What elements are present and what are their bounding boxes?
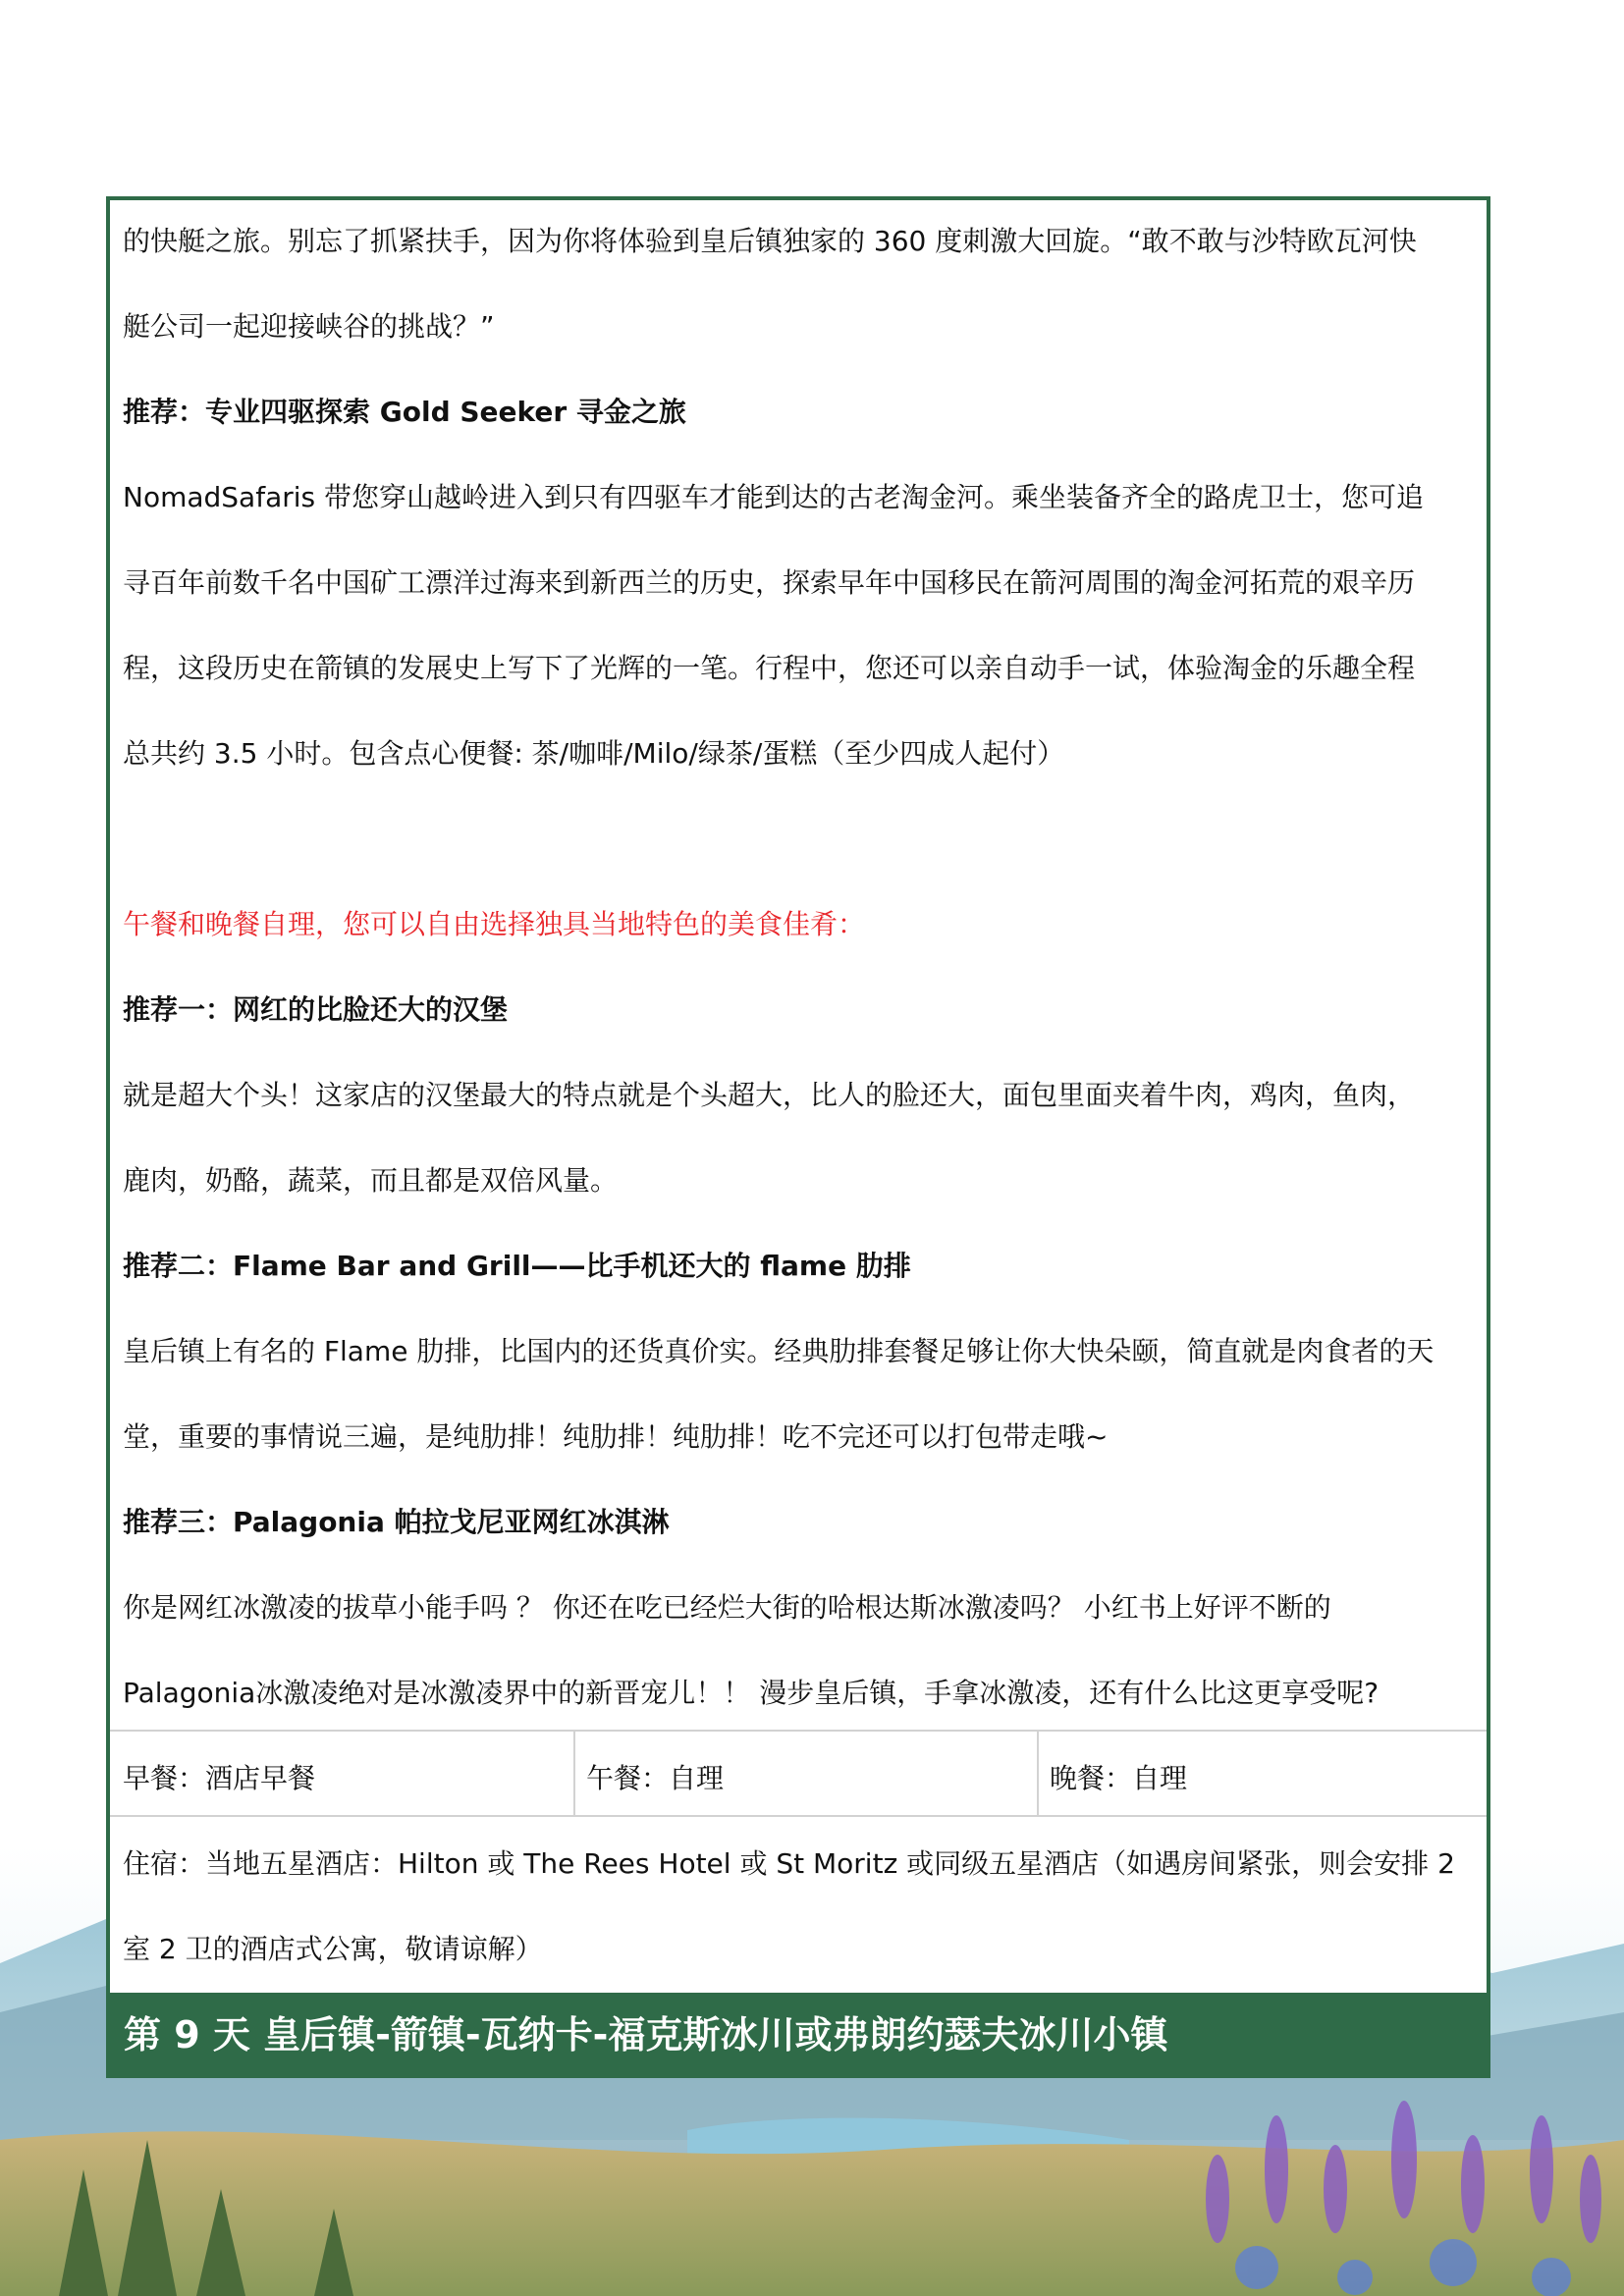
- table-divider-col-1: [573, 1730, 575, 1816]
- gold-seeker-line-3: 程，这段历史在箭镇的发展史上写下了光辉的一笔。行程中，您还可以亲自动手一试，体验淘金的乐趣全程: [123, 652, 1416, 684]
- gold-seeker-line-1: NomadSafaris 带您穿山越岭进入到只有四驱车才能到达的古老淘金河。乘坐装备齐全的路虎卫士，您可追: [123, 481, 1425, 513]
- table-divider-mid: [110, 1815, 1487, 1817]
- boat-paragraph-line-1: 的快艇之旅。别忘了抓紧扶手，因为你将体验到皇后镇独家的 360 度刺激大回旋。“敢不敢与沙特欧瓦河快: [123, 225, 1417, 257]
- recommendation-1-heading: 推荐一：网红的比脸还大的汉堡: [123, 993, 509, 1026]
- boat-paragraph-line-2: 艇公司一起迎接峡谷的挑战？”: [123, 310, 495, 343]
- gold-seeker-line-4: 总共约 3.5 小时。包含点心便餐: 茶/咖啡/Milo/绿茶/蛋糕（至少四成人起付）: [123, 737, 1065, 770]
- recommendation-3-heading: 推荐三：Palagonia 帕拉戈尼亚网红冰淇淋: [123, 1506, 670, 1538]
- day-9-header: [106, 1993, 1490, 2078]
- recommendation-2-heading: 推荐二：Flame Bar and Grill——比手机还大的 flame 肋排: [123, 1250, 911, 1282]
- recommendation-1-line-2: 鹿肉，奶酪，蔬菜，而且都是双倍风量。: [123, 1164, 619, 1197]
- meal-lunch: 午餐：自理: [586, 1762, 725, 1794]
- gold-seeker-line-2: 寻百年前数千名中国矿工漂洋过海来到新西兰的历史，探索早年中国移民在箭河周围的淘金河拓荒的艰辛历: [123, 566, 1416, 599]
- recommendation-3-line-1: 你是网红冰激凌的拔草小能手吗 ？ 你还在吃已经烂大街的哈根达斯冰激凌吗？ 小红书上好评不断的: [123, 1591, 1331, 1624]
- recommendation-3-line-2: Palagonia冰激凌绝对是冰激凌界中的新晋宠儿！！ 漫步皇后镇，手拿冰激凌，还有什么比这更享受呢?: [123, 1677, 1380, 1709]
- meal-dinner: 晚餐：自理: [1050, 1762, 1188, 1794]
- meal-breakfast: 早餐：酒店早餐: [123, 1762, 316, 1794]
- day-9-title: 第 9 天 皇后镇-箭镇-瓦纳卡-福克斯冰川或弗朗约瑟夫冰川小镇: [124, 2013, 1168, 2056]
- gold-seeker-heading: 推荐：专业四驱探索 Gold Seeker 寻金之旅: [123, 396, 686, 428]
- recommendation-2-line-1: 皇后镇上有名的 Flame 肋排，比国内的还货真价实。经典肋排套餐足够让你大快朵颐，简直就是肉食者的天: [123, 1335, 1435, 1367]
- hotel-line-1: 住宿：当地五星酒店：Hilton 或 The Rees Hotel 或 St Moritz 或同级五星酒店（如遇房间紧张，则会安排 2: [123, 1847, 1455, 1880]
- table-divider-top: [110, 1730, 1487, 1732]
- recommendation-2-line-2: 堂，重要的事情说三遍，是纯肋排！纯肋排！纯肋排！吃不完还可以打包带走哦~: [123, 1420, 1109, 1453]
- recommendation-1-line-1: 就是超大个头！这家店的汉堡最大的特点就是个头超大，比人的脸还大，面包里面夹着牛肉，鸡肉，鱼肉，: [123, 1079, 1416, 1111]
- table-divider-col-2: [1037, 1730, 1039, 1816]
- meal-note: 午餐和晚餐自理，您可以自由选择独具当地特色的美食佳肴：: [123, 908, 866, 940]
- hotel-line-2: 室 2 卫的酒店式公寓，敬请谅解）: [123, 1933, 543, 1965]
